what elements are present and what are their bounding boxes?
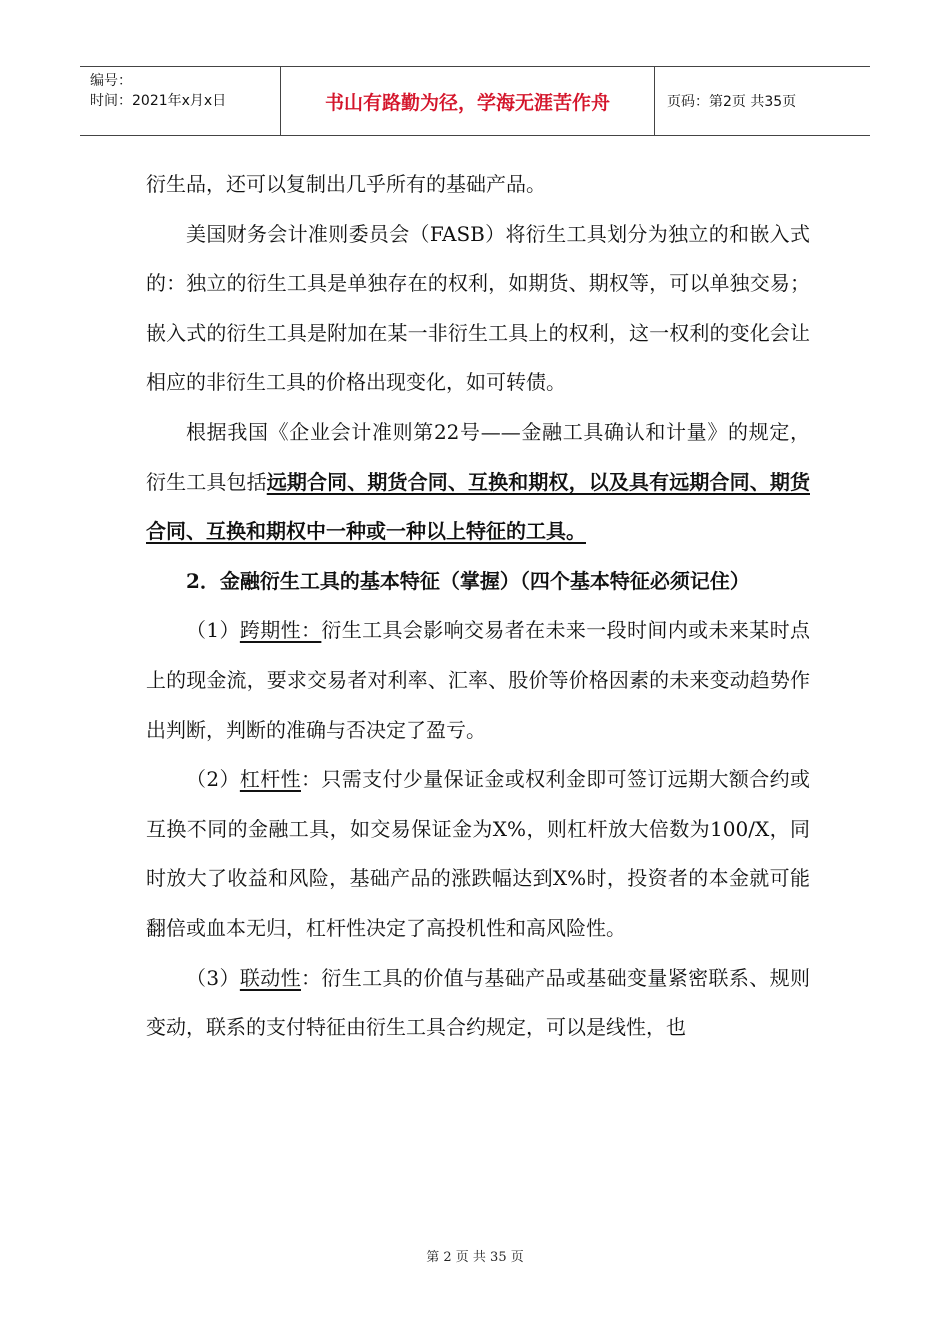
header-left-cell xyxy=(80,67,280,135)
feature-3-number: （3） xyxy=(186,965,240,990)
feature-1-text: 衍生工具会影响交易者在未来一段时间内或未来某时点上的现金流，要求交易者对利率、汇率、股价等价格因素的未来变动趋势作出判断，判断的准确与否决定了盈亏。 xyxy=(146,618,811,742)
paragraph-standard-22-text: 根据我国《企业会计准则第22号——金融工具确认和计量》的规定，衍生工具包括 xyxy=(146,419,810,494)
feature-leverage xyxy=(146,755,810,953)
document-body xyxy=(146,160,810,1053)
paragraph-standard-22 xyxy=(146,408,810,557)
feature-2-term: 杠杆性 xyxy=(239,767,301,792)
feature-1-term: 跨期性： xyxy=(239,618,322,643)
header-motto: 书山有路勤为径，学海无涯苦作舟 xyxy=(280,67,655,135)
page-header xyxy=(80,66,870,136)
page-footer: 第 2 页 共 35 页 xyxy=(426,1250,524,1265)
feature-3-term: 联动性 xyxy=(239,965,301,990)
feature-3-text: ：衍生工具的价值与基础产品或基础变量紧密联系、规则变动，联系的支付特征由衍生工具合约规定，可以是线性，也 xyxy=(146,965,811,1040)
paragraph-1: 衍生品，还可以复制出几乎所有的基础产品。 xyxy=(146,172,546,196)
time-label: 时间：2021年x月x日 xyxy=(90,93,227,109)
paragraph-fasb: 美国财务会计准则委员会（FASB）将衍生工具划分为独立的和嵌入式的：独立的衍生工具是单独存在的权利，如期货、期权等，可以单独交易；嵌入式的衍生工具是附加在某一非衍生工具上的权利，这一权利的变化会让相应的非衍生工具的价格出现变化，如可转债。 xyxy=(146,221,810,395)
feature-2-text: ：只需支付少量保证金或权利金即可签订远期大额合约或互换不同的金融工具，如交易保证金为X%，则杠杆放大倍数为100/X，同时放大了收益和风险，基础产品的涨跌幅达到X%时，投资者的本金就可能翻倍或血本无归，杠杆性决定了高投机性和高风险性。 xyxy=(146,767,811,940)
feature-cross-period xyxy=(146,606,810,755)
section-heading-2: 2．金融衍生工具的基本特征（掌握）（四个基本特征必须记住） xyxy=(186,568,750,593)
number-label: 编号： xyxy=(90,73,132,89)
feature-linkage xyxy=(146,954,810,1053)
header-page-info: 页码：第2页 共35页 xyxy=(667,94,797,110)
feature-2-number: （2） xyxy=(186,767,240,792)
feature-1-number: （1） xyxy=(186,618,240,643)
derivatives-definition-emphasis: 远期合同、期货合同、互换和期权，以及具有远期合同、期货合同、互换和期权中一种或一种以上特征的工具。 xyxy=(146,469,810,544)
